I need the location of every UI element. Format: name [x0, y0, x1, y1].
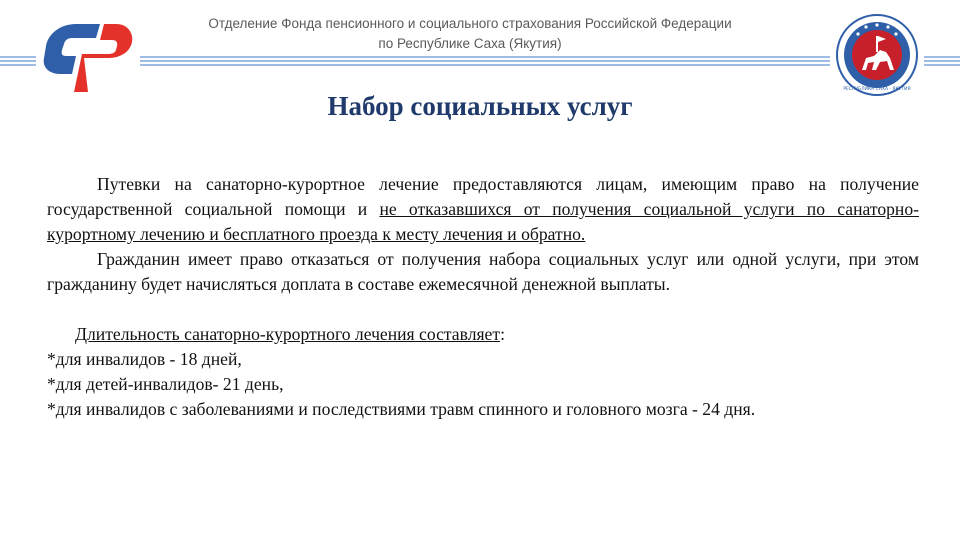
sfr-logo	[38, 22, 138, 94]
spacer	[47, 297, 919, 322]
header-org-line1: Отделение Фонда пенсионного и социального страхования Российской Федерации	[208, 16, 732, 31]
header-organization	[150, 14, 790, 54]
paragraph-1-text: Путевки на санаторно-курортное лечение предоставляются лицам, имеющим право на получение государственной социальной помощи и	[47, 174, 919, 219]
duration-heading	[47, 322, 919, 347]
duration-item-disabled: *для инвалидов - 18 дней,	[47, 349, 242, 369]
header-divider-lines	[0, 54, 960, 74]
body-text	[47, 172, 919, 422]
yakutia-coat-of-arms	[836, 14, 918, 96]
duration-item-disabled-children: *для детей-инвалидов- 21 день,	[47, 374, 284, 394]
header-org-line2: по Республике Саха (Якутия)	[378, 36, 562, 51]
paragraph-sanatorium-vouchers	[47, 172, 919, 247]
duration-heading-text: Длительность санаторно-курортного лечения составляет	[75, 324, 501, 344]
duration-item-spinal-brain-injuries: *для инвалидов с заболеваниями и последствиями травм спинного и головного мозга - 24 дня.	[47, 399, 756, 419]
duration-heading-colon: :	[500, 324, 505, 344]
paragraph-refusal-right: Гражданин имеет право отказаться от получения набора социальных услуг или одной услуги, при этом гражданину будет начисляться доплата в составе ежемесячной денежной выплаты.	[47, 249, 919, 294]
emblem-ring-text: РЕСПУБЛИКА САХА · ЯКУТИЯ	[843, 87, 911, 92]
slide-title: Набор социальных услуг	[327, 91, 633, 121]
paragraph-1-underlined: не отказавшихся от получения социальной услуги по санаторно-курортному лечению и бесплатного проезда к месту лечения и обратно.	[47, 199, 919, 244]
